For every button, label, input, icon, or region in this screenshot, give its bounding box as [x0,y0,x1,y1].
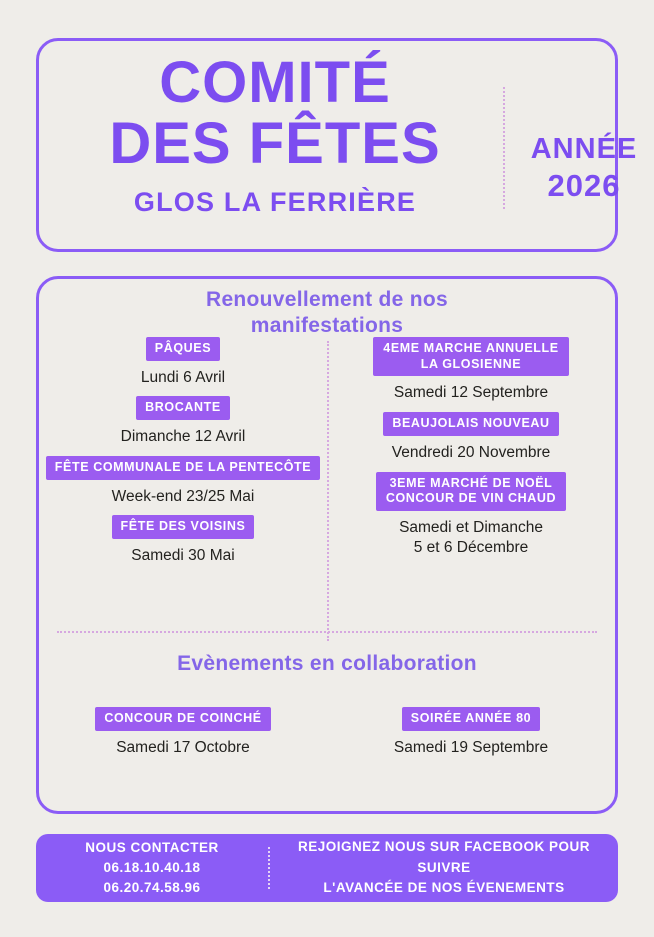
event-badge: SOIRÉE ANNÉE 80 [402,707,540,731]
contact-title: NOUS CONTACTER [85,839,219,855]
year-value: 2026 [547,168,621,204]
event-date: Week-end 23/25 Mai [111,487,255,505]
event-date: Samedi 17 Octobre [116,738,250,756]
event-badge: 3EME MARCHÉ DE NOËL CONCOUR DE VIN CHAUD [376,472,566,511]
event-item [46,456,320,506]
header-vertical-divider [503,87,505,209]
year-block [519,133,649,204]
event-badge: BROCANTE [136,396,230,420]
facebook-line-1: REJOIGNEZ NOUS SUR FACEBOOK POUR SUIVRE [297,838,591,875]
event-date: Samedi 19 Septembre [393,738,549,756]
event-item [376,472,566,558]
section-divider [57,631,597,633]
event-badge: 4EME MARCHE ANNUELLE LA GLOSIENNE [373,337,568,376]
event-badge: BEAUJOLAIS NOUVEAU [383,412,558,436]
contact-phone-2[interactable]: 06.20.74.58.96 [103,880,201,896]
footer-card [36,834,618,902]
event-item [383,412,558,462]
event-item [373,337,568,403]
event-item [394,707,548,757]
events-columns [39,337,615,575]
event-date: Dimanche 12 Avril [120,428,246,446]
event-date: Samedi et Dimanche 5 et 6 Décembre [399,518,543,556]
event-item [141,337,225,387]
renewal-section-title [39,287,615,340]
page-title-line-1: COMITÉ [159,50,391,115]
events-column-left [39,337,327,575]
collaboration-column-left [39,707,327,766]
collaboration-section-title: Evènements en collaboration [177,652,477,675]
event-date: Samedi 12 Septembre [393,384,549,402]
contact-phone-1[interactable]: 06.18.10.40.18 [103,859,201,875]
event-item [95,707,270,757]
year-label: ANNÉE [530,133,638,165]
event-item [121,396,246,446]
contact-block [36,838,268,899]
facebook-line-2: L'AVANCÉE DE NOS ÉVENEMENTS [323,880,565,896]
event-badge: FÊTE COMMUNALE DE LA PENTECÔTE [46,456,320,480]
page-title-line-2: DES FÊTES [109,110,441,176]
event-badge: FÊTE DES VOISINS [112,515,255,539]
collaboration-events [39,707,615,766]
facebook-block [270,837,618,900]
event-badge: CONCOUR DE COINCHÉ [95,707,270,731]
renewal-title-line-2: manifestations [250,314,404,338]
header-card [36,38,638,252]
main-card [36,276,618,814]
event-item [112,515,255,565]
event-date: Vendredi 20 Novembre [391,443,551,461]
event-date: Lundi 6 Avril [140,368,226,386]
header-title-block [65,50,485,218]
collaboration-column-right [327,707,615,766]
events-column-right [327,337,615,575]
event-badge: PÂQUES [146,337,220,361]
page-subtitle: GLOS LA FERRIÈRE [133,186,417,217]
event-date: Samedi 30 Mai [131,546,235,564]
renewal-title-line-1: Renouvellement de nos [205,288,449,311]
